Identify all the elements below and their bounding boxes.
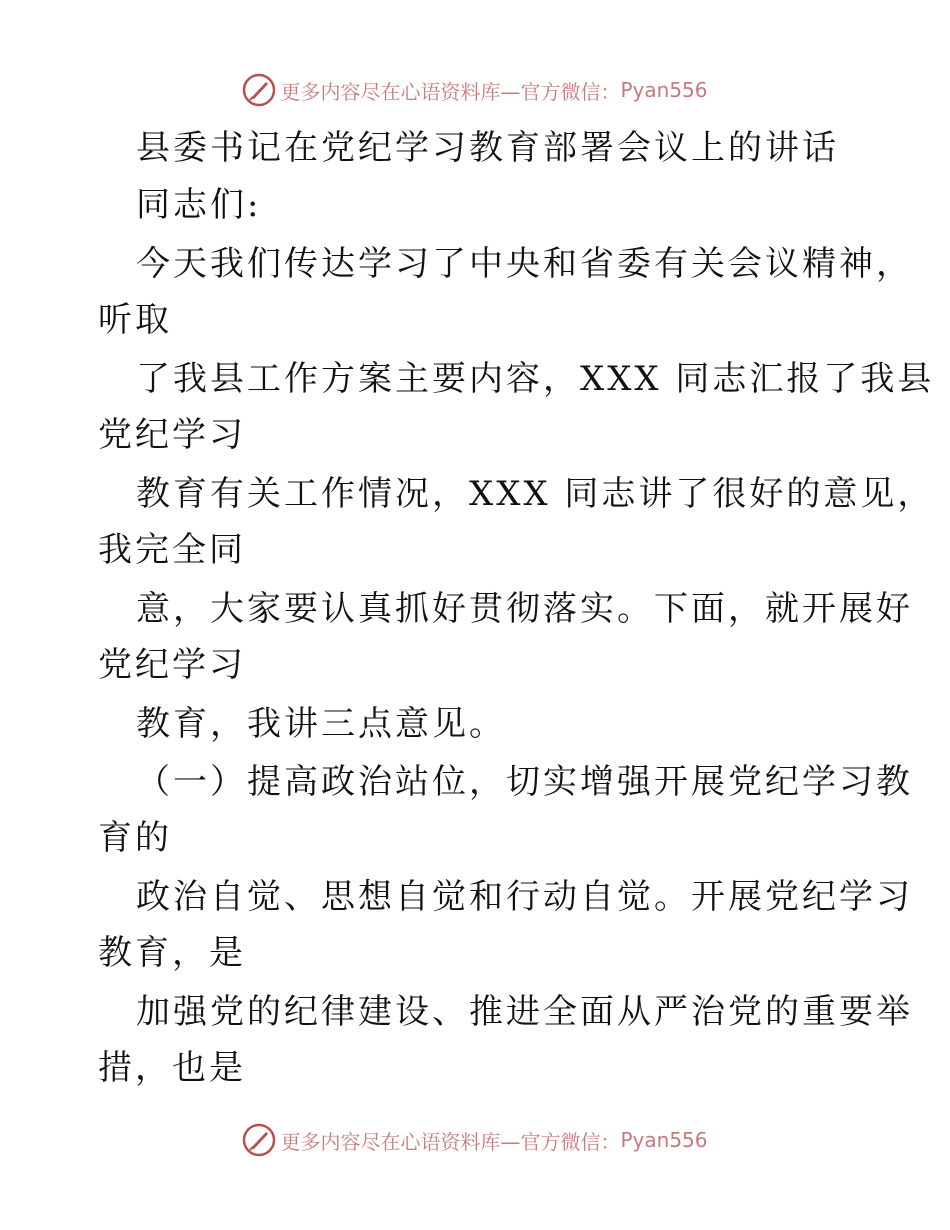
paragraph-line: 教育，是: [98, 933, 246, 973]
paragraph-line: 政治自觉、思想自觉和行动自觉。开展党纪学习: [136, 877, 913, 917]
paragraph-line: 意，大家要认真抓好贯彻落实。下面，就开展好: [136, 589, 913, 629]
paragraph-line: 加强党的纪律建设、推进全面从严治党的重要举: [136, 992, 913, 1032]
paragraph-line: 教育有关工作情况，XXX 同志讲了很好的意见，: [136, 474, 935, 514]
paragraph-line: 我完全同: [98, 530, 246, 570]
paragraph-line: 措，也是: [98, 1048, 246, 1088]
paragraph-line: 党纪学习: [98, 645, 246, 685]
watermark-banner-top: [0, 70, 950, 110]
banner-text: 更多内容尽在心语资料库—官方微信：: [280, 1129, 621, 1154]
paragraph-line: 了我县工作方案主要内容，XXX 同志汇报了我县: [136, 359, 935, 399]
watermark-banner-bottom: [0, 1120, 950, 1160]
paragraph-line: 听取: [98, 300, 172, 340]
document-title: 县委书记在党纪学习教育部署会议上的讲话: [136, 128, 839, 168]
feather-pen-logo-icon: [242, 1123, 276, 1157]
paragraph-line: 今天我们传达学习了中央和省委有关会议精神，: [136, 244, 913, 284]
wechat-id: Pyan556: [620, 1128, 708, 1152]
section-heading-line: 育的: [98, 818, 172, 858]
paragraph-line: 党纪学习: [98, 415, 246, 455]
banner-text: 更多内容尽在心语资料库—官方微信：: [280, 79, 621, 104]
paragraph-line: 教育，我讲三点意见。: [136, 704, 506, 744]
feather-pen-logo-icon: [242, 73, 276, 107]
salutation: 同志们:: [136, 185, 262, 225]
wechat-id: Pyan556: [620, 78, 708, 102]
section-heading-line: （一）提高政治站位，切实增强开展党纪学习教: [136, 762, 913, 802]
